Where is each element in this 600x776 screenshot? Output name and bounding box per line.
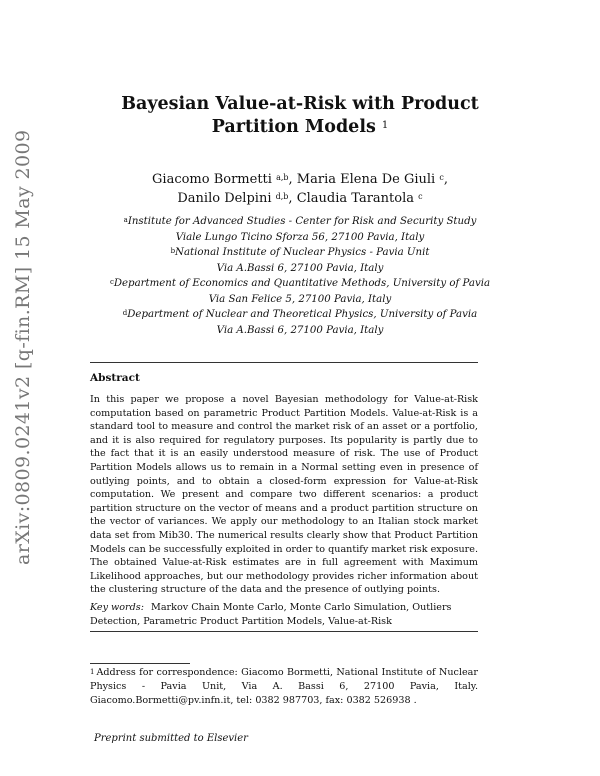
abstract-top-rule bbox=[90, 362, 478, 363]
author-separator: , bbox=[288, 191, 297, 206]
author-separator: , bbox=[443, 172, 448, 187]
keywords-bottom-rule bbox=[90, 631, 478, 632]
title-line-2-text: Partition Models bbox=[211, 117, 376, 137]
affiliations bbox=[90, 214, 510, 338]
arxiv-stamp: arXiv:0809.0241v2 [q-fin.RM] 15 May 2009 bbox=[12, 129, 34, 565]
keywords-text: Markov Chain Monte Carlo, Monte Carlo Simulation, Outliers Detection, Parametric Product Partition Models, Value-at-Risk bbox=[90, 602, 452, 627]
affiliation-address: Viale Lungo Ticino Sforza 56, 27100 Pavia, Italy bbox=[175, 231, 425, 243]
affiliation-institution: National Institute of Nuclear Physics - Pavia Unit bbox=[175, 247, 430, 258]
title-footnote-mark: 1 bbox=[381, 120, 389, 131]
affiliation-institution: Department of Economics and Quantitative Methods, University of Pavia bbox=[113, 278, 491, 289]
affiliation-mark: c bbox=[109, 278, 114, 286]
author-list bbox=[100, 170, 500, 208]
author-name: Danilo Delpini bbox=[177, 191, 272, 206]
footnote-text: Address for correspondence: Giacomo Bormetti, National Institute of Nuclear Physics - Pavia Unit, Via A. Bassi 6, 27100 Pavia, Italy. Giacomo.Bormetti@pv.infn.it, tel: 0382 987703, fax: 0382 526938 . bbox=[90, 667, 478, 706]
author-affiliation-mark: d,b bbox=[275, 192, 289, 201]
affiliation-mark: b bbox=[170, 247, 176, 255]
affiliation-c bbox=[90, 276, 510, 307]
author-name: Maria Elena De Giuli bbox=[296, 172, 436, 187]
affiliation-address: Via A.Bassi 6, 27100 Pavia, Italy bbox=[216, 262, 384, 274]
author-affiliation-mark: a,b bbox=[276, 173, 289, 182]
affiliation-b bbox=[90, 245, 510, 276]
footnote bbox=[90, 666, 478, 708]
title-line-2 bbox=[90, 116, 510, 139]
author-separator: , bbox=[288, 172, 297, 187]
affiliation-institution: Institute for Advanced Studies - Center for Risk and Security Study bbox=[127, 216, 477, 227]
author-name: Giacomo Bormetti bbox=[152, 172, 272, 187]
preprint-notice: Preprint submitted to Elsevier bbox=[94, 733, 248, 744]
affiliation-line bbox=[90, 245, 510, 261]
title-line-1: Bayesian Value-at-Risk with Product bbox=[121, 94, 479, 114]
paper-title bbox=[90, 93, 510, 139]
author-affiliation-mark: c bbox=[439, 173, 444, 182]
affiliation-line bbox=[90, 307, 510, 323]
affiliation-line bbox=[90, 214, 510, 230]
affiliation-address: Via San Felice 5, 27100 Pavia, Italy bbox=[208, 293, 392, 305]
affiliation-d bbox=[90, 307, 510, 338]
author-line-2 bbox=[100, 189, 500, 208]
abstract-text: In this paper we propose a novel Bayesian methodology for Value-at-Risk computation based on parametric Product Partition Models. Value-at-Risk is a standard tool to measure and control the market risk of an asset or a portfolio, and it is also required for regulatory purposes. Its popularity is partly due to the fact that it is an easily understood measure of risk. The use of Product Partition Models allows us to remain in a Normal setting even in presence of outlying points, and to obtain a closed-form expression for Value-at-Risk computation. We present and compare two different scenarios: a product partition structure on the vector of means and a product partition structure on the vector of variances. We apply our methodology to an Italian stock market data set from Mib30. The numerical results clearly show that Product Partition Models can be successfully exploited in order to quantify market risk exposure. The obtained Value-at-Risk estimates are in full agreement with Maximum Likelihood approaches, but our methodology provides richer information about the clustering structure of the data and the presence of outlying points. bbox=[90, 394, 478, 596]
keywords bbox=[90, 601, 478, 628]
abstract-heading: Abstract bbox=[90, 372, 140, 384]
footnote-mark: 1 bbox=[90, 668, 95, 676]
affiliation-mark: a bbox=[123, 216, 128, 224]
author-affiliation-mark: c bbox=[418, 192, 423, 201]
keywords-label: Key words: bbox=[90, 602, 144, 613]
affiliation-institution: Department of Nuclear and Theoretical Physics, University of Pavia bbox=[127, 309, 478, 320]
affiliation-line bbox=[90, 276, 510, 292]
author-line-1 bbox=[100, 170, 500, 189]
footnote-rule bbox=[90, 663, 190, 664]
affiliation-a bbox=[90, 214, 510, 245]
affiliation-address: Via A.Bassi 6, 27100 Pavia, Italy bbox=[216, 324, 384, 336]
author-name: Claudia Tarantola bbox=[296, 191, 414, 206]
affiliation-mark: d bbox=[122, 309, 128, 317]
